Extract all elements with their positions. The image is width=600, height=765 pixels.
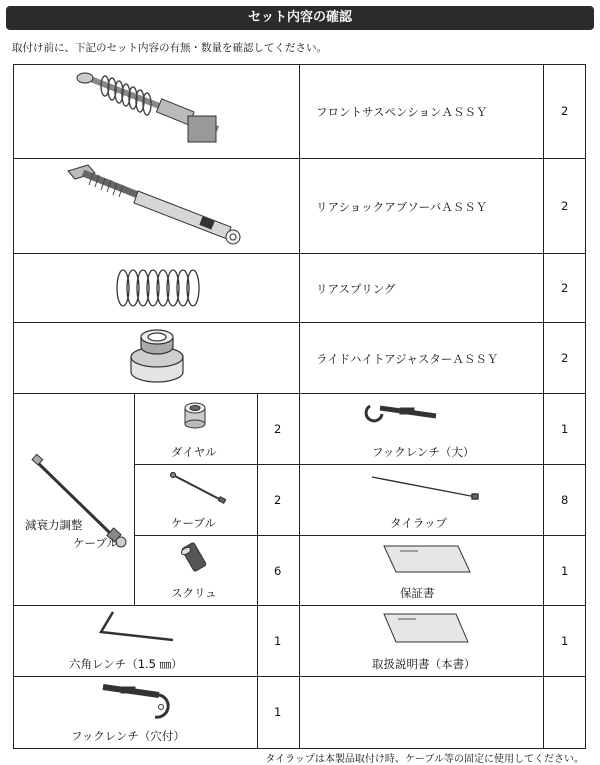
front-suspension-qty: 2 [561, 104, 569, 118]
row-warranty-qty-cell [544, 536, 586, 606]
ride-height-name: ライドハイトアジャスターＡＳＳＹ [316, 352, 499, 366]
cable-name: ケーブル [171, 516, 216, 530]
tie-wrap-name: タイラップ [390, 516, 448, 530]
hook-wrench-small-illustration [13, 677, 258, 727]
tie-wrap-qty: 8 [561, 493, 569, 507]
ride-height-qty: 2 [561, 351, 569, 365]
dial-qty: 2 [274, 422, 282, 436]
row-screw-qty-cell [258, 536, 300, 606]
tie-wrap-illustration [300, 465, 544, 510]
row-manual-qty-cell [544, 606, 586, 677]
ride-height-adjuster-illustration [13, 323, 300, 394]
section-title: セット内容の確認 [247, 10, 352, 25]
hex-wrench-name: 六角レンチ（1.5 ㎜） [69, 657, 183, 671]
row-rear-spring-image [13, 254, 300, 323]
hex-wrench-qty: 1 [274, 634, 282, 648]
manual-illustration [300, 606, 544, 651]
row-dial-image-cell [135, 394, 258, 465]
row-front-suspension-image [13, 64, 300, 159]
front-suspension-name: フロントサスペンションＡＳＳＹ [316, 105, 488, 119]
cable-illustration [135, 465, 258, 510]
cable-qty: 2 [274, 493, 282, 507]
row-manual-image [300, 606, 544, 677]
front-suspension-illustration [13, 64, 300, 159]
row-hex-wrench-image-cell [13, 606, 258, 677]
hook-wrench-large-qty: 1 [561, 422, 569, 436]
rear-spring-illustration [13, 254, 300, 323]
warranty-card-illustration [300, 536, 544, 581]
empty-cell [300, 677, 544, 749]
hex-wrench-illustration [13, 606, 258, 651]
warranty-name: 保証書 [400, 586, 435, 600]
row-hex-wrench-qty-cell [258, 606, 300, 677]
manual-qty: 1 [561, 634, 569, 648]
row-rear-shock-name-cell [300, 159, 544, 254]
row-front-suspension-qty-cell [544, 64, 586, 159]
section-title-bar [6, 6, 594, 30]
dial-name: ダイヤル [171, 445, 217, 459]
contents-table [13, 64, 586, 749]
hook-wrench-small-qty: 1 [274, 705, 282, 719]
row-ride-height-image [13, 323, 300, 394]
warranty-qty: 1 [561, 564, 569, 578]
row-hook-wrench-small-image-cell [13, 677, 258, 749]
rear-shock-name: リアショックアブソーバＡＳＳＹ [316, 200, 488, 214]
damper-cable-label-line2: ケーブル [73, 536, 118, 550]
row-rear-shock-qty-cell [544, 159, 586, 254]
rear-spring-name: リアスプリング [316, 282, 396, 296]
intro-text: 取付け前に、下記のセット内容の有無・数量を確認してください。 [12, 42, 327, 54]
hook-wrench-large-name: フックレンチ（大） [372, 445, 475, 459]
footnote: タイラップは本製品取付け時、ケーブル等の固定に使用してください。 [265, 754, 584, 765]
row-hook-wrench-small-qty-cell [258, 677, 300, 749]
empty-qty-cell [544, 677, 586, 749]
row-rear-shock-image [13, 159, 300, 254]
row-front-suspension-name-cell [300, 64, 544, 159]
dial-illustration [135, 394, 258, 439]
row-hook-wrench-large-qty-cell [544, 394, 586, 465]
row-tie-wrap-image [300, 465, 544, 536]
damper-cable-label-line1: 減衰力調整 [25, 518, 83, 532]
rear-shock-qty: 2 [561, 199, 569, 213]
row-rear-spring-qty-cell [544, 254, 586, 323]
row-cable-qty-cell [258, 465, 300, 536]
rear-shock-illustration [13, 159, 300, 254]
hook-wrench-large-illustration [300, 394, 544, 439]
row-rear-spring-name-cell [300, 254, 544, 323]
rear-spring-qty: 2 [561, 281, 569, 295]
damper-cable-illustration [13, 444, 135, 574]
row-screw-image-cell [135, 536, 258, 606]
row-hook-wrench-large-image [300, 394, 544, 465]
row-warranty-image [300, 536, 544, 606]
screw-qty: 6 [274, 564, 282, 578]
row-dial-qty-cell [258, 394, 300, 465]
row-tie-wrap-qty-cell [544, 465, 586, 536]
screw-name: スクリュ [171, 586, 217, 600]
row-cable-image-cell [135, 465, 258, 536]
manual-name: 取扱説明書（本書） [372, 657, 476, 671]
hook-wrench-small-name: フックレンチ（穴付） [71, 729, 185, 743]
row-ride-height-name-cell [300, 323, 544, 394]
row-ride-height-qty-cell [544, 323, 586, 394]
screw-illustration [135, 536, 258, 581]
damper-cable-cell [13, 394, 135, 606]
